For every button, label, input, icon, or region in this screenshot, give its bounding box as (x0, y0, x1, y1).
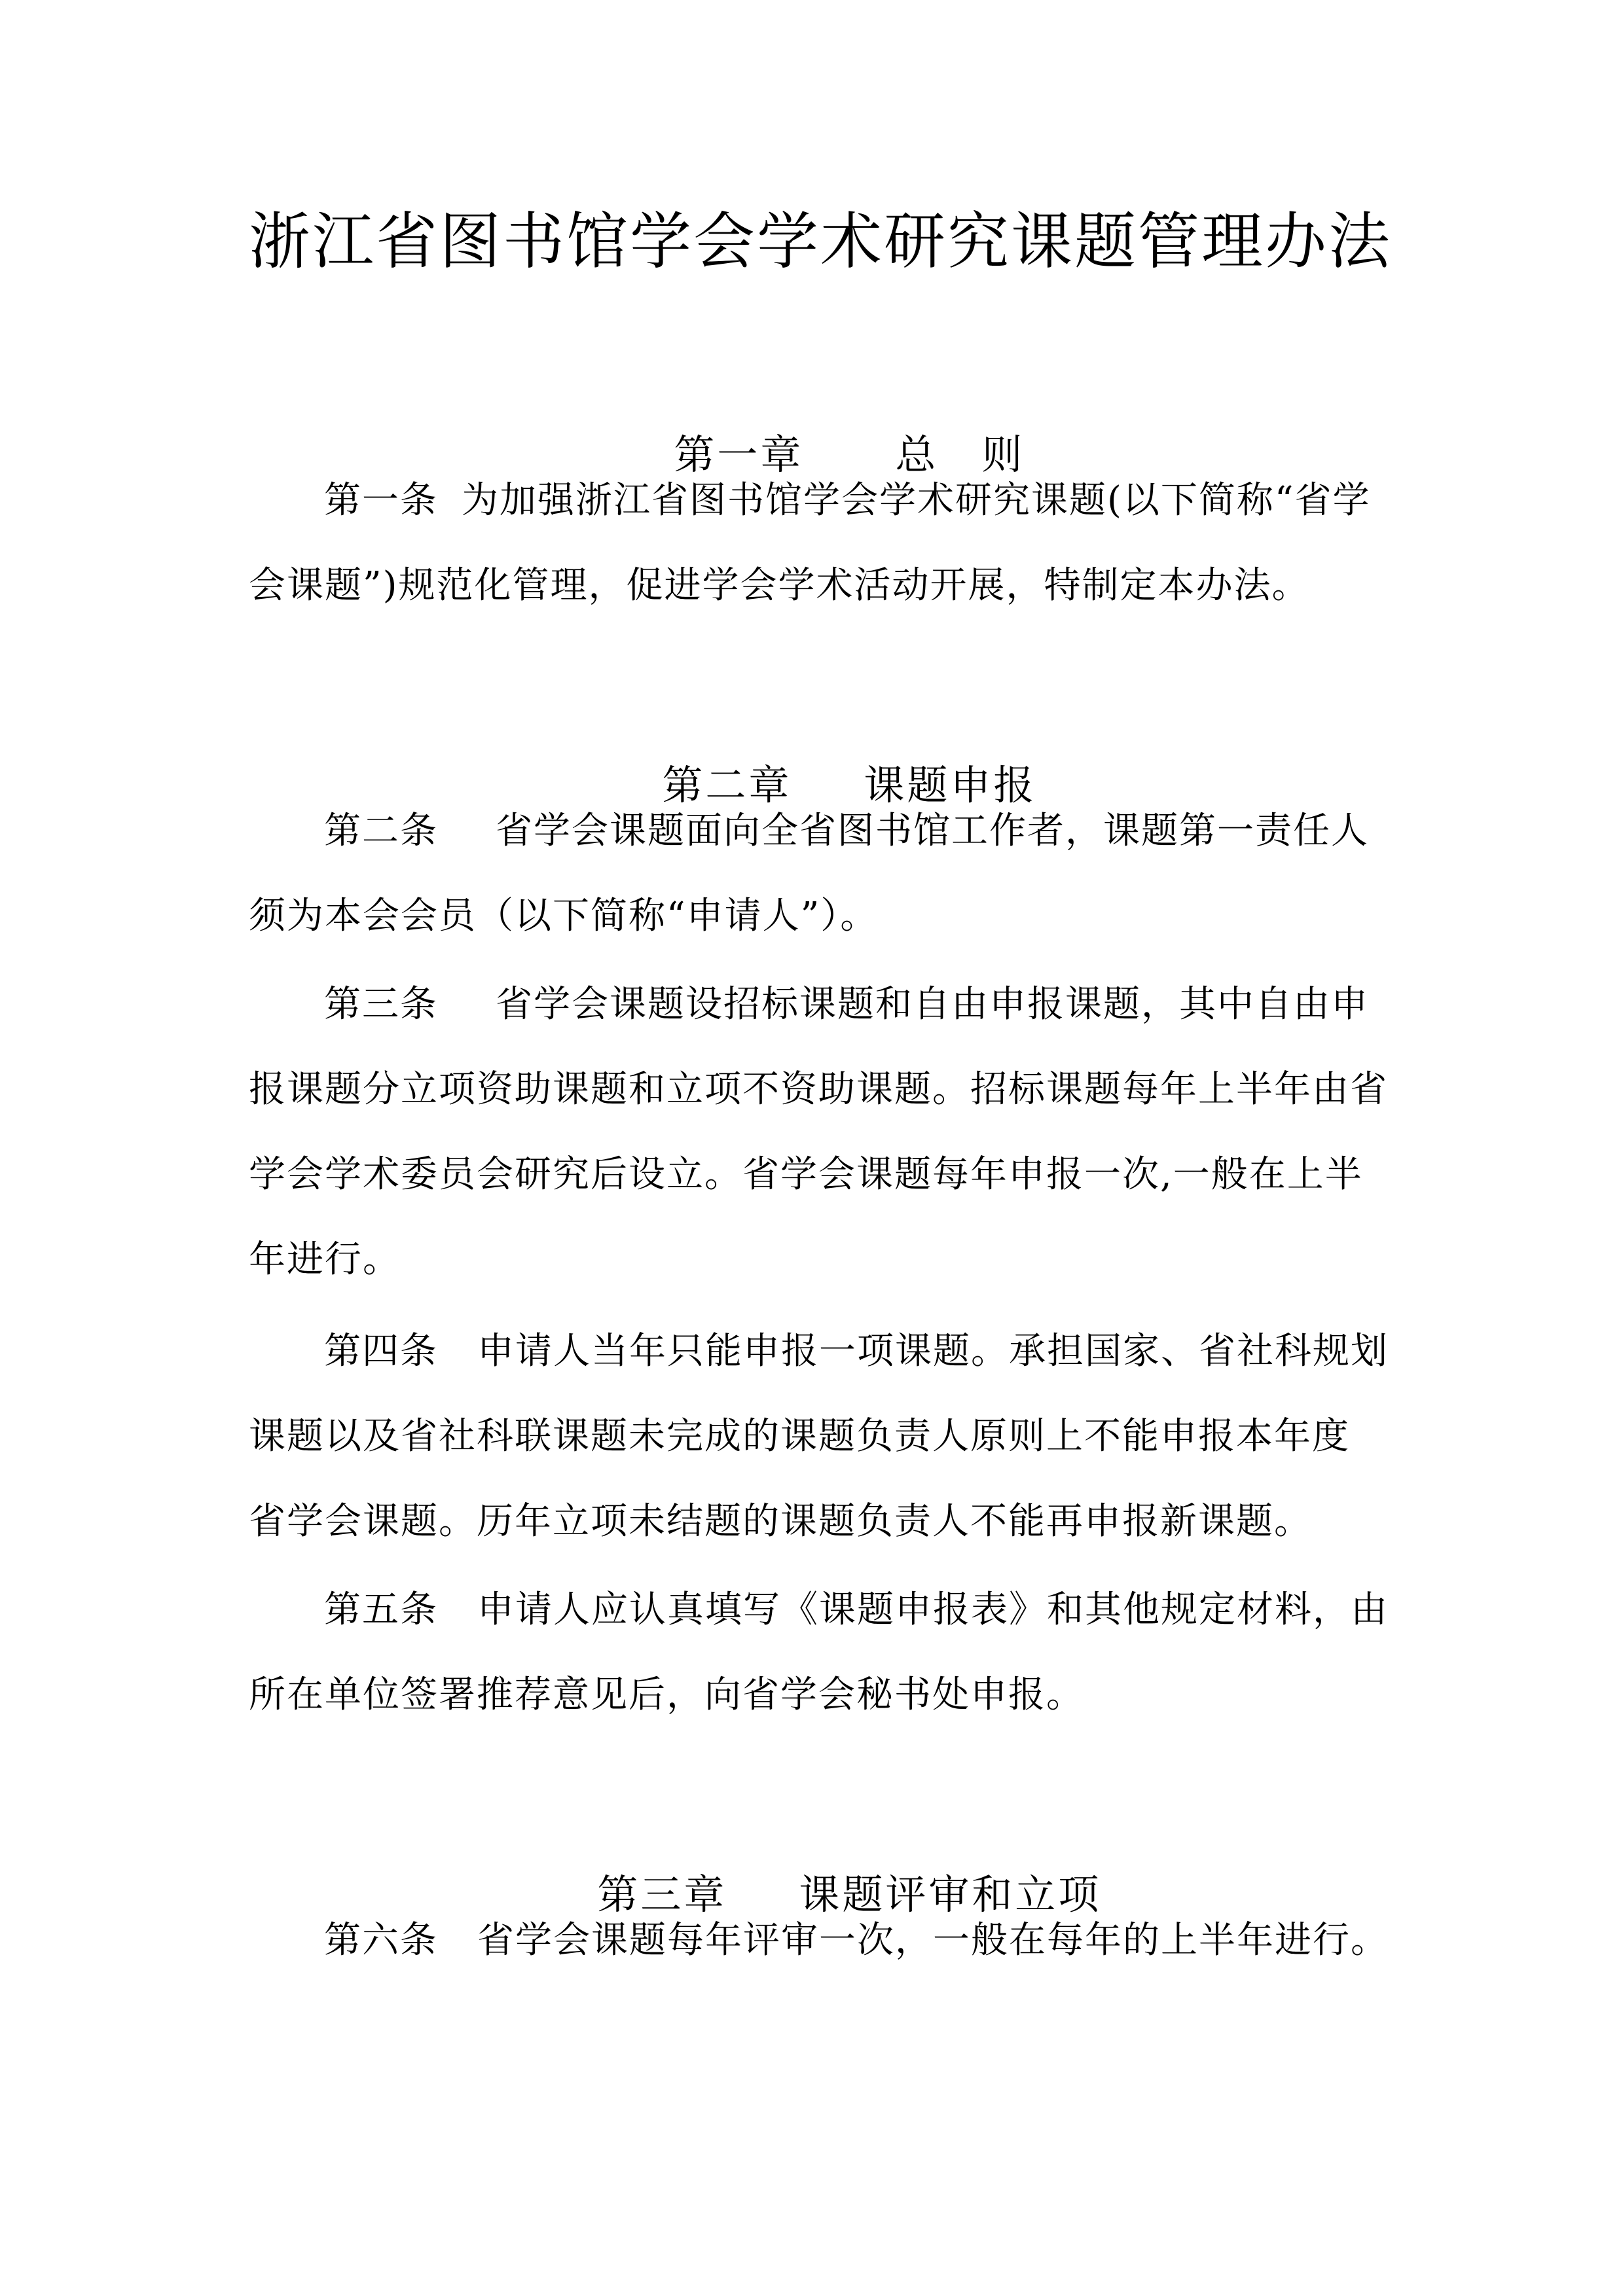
article (249, 962, 1388, 1302)
article-line: 学会学术委员会研究后设立。省学会课题每年申报一次,一般在上半 (249, 1153, 1363, 1196)
article-label: 第六条 (324, 1919, 438, 1962)
article-line (249, 789, 1388, 874)
chapter-name: 课题申报 (864, 761, 1037, 809)
article (249, 789, 1388, 959)
chapter-number: 第三章 (597, 1871, 727, 1918)
article-text: 申请人应认真填写《课题申报表》和其他规定材料，由 (477, 1588, 1389, 1631)
article-text: 省学会课题每年评审一次，一般在每年的上半年进行。 (477, 1919, 1389, 1962)
article (249, 1568, 1388, 1738)
article-line: 报课题分立项资助课题和立项不资助课题。招标课题每年上半年由省 (249, 1068, 1388, 1111)
article-text: 省学会课题面向全省图书馆工作者，课题第一责任人 (496, 810, 1369, 852)
article-line: 年进行。 (249, 1238, 401, 1281)
article-text: 省学会课题设招标课题和自由申报课题，其中自由申 (496, 983, 1369, 1026)
article-label: 第三条 (324, 983, 438, 1026)
article-line: 课题以及省社科联课题未完成的课题负责人原则上不能申报本年度 (249, 1415, 1350, 1458)
article-line (249, 458, 1388, 543)
article (249, 1898, 1388, 1983)
article-text: 为加强浙江省图书馆学会学术研究课题(以下简称“省学 (462, 479, 1371, 522)
chapter-name: 课题评审和立项 (799, 1871, 1102, 1918)
article-line: 所在单位签署推荐意见后，向省学会秘书处申报。 (249, 1674, 1084, 1716)
article-text: 申请人当年只能申报一项课题。承担国家、省社科规划 (477, 1330, 1389, 1372)
article-line (249, 962, 1388, 1047)
article-line (249, 1568, 1388, 1653)
chapter-name: 总 则 (895, 431, 1025, 478)
article-line (249, 1898, 1388, 1983)
article (249, 1309, 1388, 1564)
chapter-number: 第一章 (674, 431, 804, 478)
article-label: 第一条 (324, 479, 438, 522)
chapter-number: 第二章 (662, 761, 792, 809)
article-label: 第四条 (324, 1330, 438, 1372)
article-line: 须为本会会员（以下简称“申请人”）。 (249, 895, 879, 937)
article-label: 第五条 (324, 1588, 438, 1631)
document-title: 浙江省图书馆学会学术研究课题管理办法 (249, 206, 1393, 278)
article-line: 省学会课题。历年立项未结题的课题负责人不能再申报新课题。 (249, 1500, 1312, 1543)
article-line (249, 1309, 1388, 1394)
article-line: 会课题”)规范化管理，促进学会学术活动开展，特制定本办法。 (249, 564, 1310, 607)
article-label: 第二条 (324, 810, 438, 852)
article (249, 458, 1388, 628)
